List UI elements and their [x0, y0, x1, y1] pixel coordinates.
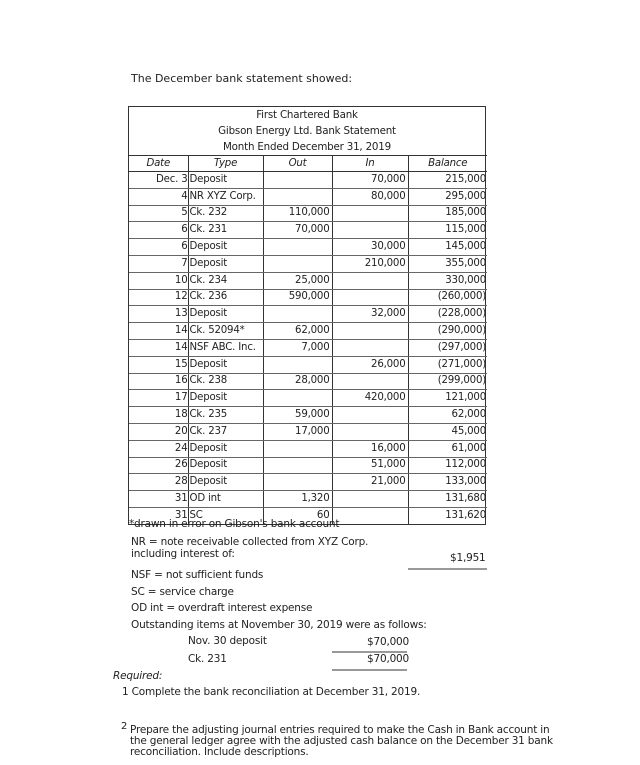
type-cell: Deposit: [188, 390, 263, 407]
in-cell: [332, 323, 408, 340]
date-cell: 5: [129, 205, 188, 222]
out-cell: [263, 188, 332, 205]
type-cell: Ck. 234: [188, 272, 263, 289]
out-cell: 59,000: [263, 407, 332, 424]
type-cell: Ck. 236: [188, 289, 263, 306]
in-cell: 70,000: [332, 172, 408, 189]
balance-cell: 131,620: [445, 509, 486, 521]
table-row: [129, 390, 487, 407]
balance-cell: (299,000): [408, 373, 487, 390]
in-cell: 21,000: [332, 474, 408, 491]
out-cell: [263, 390, 332, 407]
date-cell: 31: [129, 507, 188, 523]
balance-cell: 355,000: [408, 255, 487, 272]
outstanding-heading: Outstanding items at November 30, 2019 were as follows:: [131, 619, 427, 631]
date-cell: 14: [129, 339, 188, 356]
table-row: [129, 188, 487, 205]
in-cell: 210,000: [332, 255, 408, 272]
date-cell: 6: [129, 222, 188, 239]
date-cell: 31: [129, 491, 188, 508]
date-cell: 12: [129, 289, 188, 306]
balance-cell: 45,000: [408, 423, 487, 440]
type-cell: Deposit: [188, 440, 263, 457]
type-cell: OD int: [188, 491, 263, 508]
out-cell: [263, 172, 332, 189]
date-cell: 10: [129, 272, 188, 289]
statement-title: Gibson Energy Ltd. Bank Statement: [218, 125, 396, 137]
col-type: Type: [188, 156, 263, 172]
required-item-1: [122, 686, 420, 698]
table-row: [129, 289, 487, 306]
type-cell: Ck. 232: [188, 205, 263, 222]
in-cell: 420,000: [332, 390, 408, 407]
type-cell: NR XYZ Corp.: [188, 188, 263, 205]
nr-interest-amount: $1,951: [450, 552, 486, 564]
balance-cell: 61,000: [408, 440, 487, 457]
type-cell: Deposit: [188, 356, 263, 373]
type-cell: Deposit: [188, 255, 263, 272]
table-row: [129, 172, 487, 189]
out-cell: [263, 440, 332, 457]
balance-cell: 295,000: [408, 188, 487, 205]
in-cell: 32,000: [332, 306, 408, 323]
date-cell: 7: [129, 255, 188, 272]
date-cell: 28: [129, 474, 188, 491]
required-item-text: reconciliation. Include descriptions.: [130, 746, 309, 758]
header-row: [129, 156, 487, 172]
out-cell: 110,000: [263, 205, 332, 222]
out-cell: [263, 239, 332, 256]
out-cell: 7,000: [263, 339, 332, 356]
type-cell: Deposit: [188, 306, 263, 323]
date-cell: 17: [129, 390, 188, 407]
balance-cell: 112,000: [408, 457, 487, 474]
in-cell: 16,000: [332, 440, 408, 457]
table-row: [129, 255, 487, 272]
date-cell: 13: [129, 306, 188, 323]
interest-underline: [408, 568, 487, 570]
type-cell: Ck. 52094*: [188, 323, 263, 340]
col-balance: Balance: [408, 156, 487, 172]
balance-cell: 330,000: [408, 272, 487, 289]
out-cell: 25,000: [263, 272, 332, 289]
table-row: [129, 356, 487, 373]
in-cell: [332, 423, 408, 440]
date-cell: 18: [129, 407, 188, 424]
table-row: [129, 457, 487, 474]
required-item-2: [130, 725, 553, 758]
col-date: Date: [129, 156, 188, 172]
in-cell: [332, 491, 408, 508]
type-cell: Ck. 231: [188, 222, 263, 239]
table-row: [129, 239, 487, 256]
table-row: [129, 423, 487, 440]
date-cell: 16: [129, 373, 188, 390]
nsf-definition: NSF = not sufficient funds: [131, 569, 264, 581]
in-cell: [332, 222, 408, 239]
balance-cell: (297,000): [408, 339, 487, 356]
nr-definition-cont: including interest of:: [131, 548, 235, 560]
table-row: [129, 491, 487, 508]
outstanding-item-label: Nov. 30 deposit: [188, 635, 267, 647]
statement-period: Month Ended December 31, 2019: [223, 141, 391, 153]
date-cell: 26: [129, 457, 188, 474]
in-cell: [332, 407, 408, 424]
balance-cell: 185,000: [408, 205, 487, 222]
out-cell: 590,000: [263, 289, 332, 306]
out-cell: [263, 306, 332, 323]
in-cell: [332, 339, 408, 356]
sc-definition: SC = service charge: [131, 586, 234, 598]
table-row: [129, 306, 487, 323]
type-cell: Deposit: [188, 172, 263, 189]
balance-cell: 131,680: [408, 491, 487, 508]
required-item-number: 1: [122, 686, 129, 698]
date-cell: 15: [129, 356, 188, 373]
outstanding-item-amount: $70,000: [367, 636, 410, 648]
type-cell: Ck. 235: [188, 407, 263, 424]
in-cell: 51,000: [332, 457, 408, 474]
table-row: [129, 373, 487, 390]
balance-cell: 115,000: [408, 222, 487, 239]
table-row: [129, 222, 487, 239]
footnote: *drawn in error on Gibson's bank account: [129, 518, 340, 530]
balance-cell: 215,000: [408, 172, 487, 189]
type-cell: Deposit: [188, 474, 263, 491]
table-row: [129, 205, 487, 222]
required-item-number: 2: [121, 721, 128, 732]
out-cell: 28,000: [263, 373, 332, 390]
type-cell: Deposit: [188, 239, 263, 256]
required-item-text: Prepare the adjusting journal entries required to make the Cash in Bank account in: [130, 724, 550, 736]
table-row: [129, 323, 487, 340]
in-cell: [332, 507, 408, 523]
intro-text: The December bank statement showed:: [131, 72, 353, 85]
table-row: [129, 474, 487, 491]
table-row: [129, 339, 487, 356]
type-cell: Deposit: [188, 457, 263, 474]
required-label: Required:: [113, 670, 163, 682]
out-cell: 62,000: [263, 323, 332, 340]
out-cell: 1,320: [263, 491, 332, 508]
type-cell: NSF ABC. Inc.: [188, 339, 263, 356]
balance-cell: 121,000: [408, 390, 487, 407]
balance-cell: 133,000: [408, 474, 487, 491]
type-cell: Ck. 237: [188, 423, 263, 440]
date-cell: 6: [129, 239, 188, 256]
col-in: In: [332, 156, 408, 172]
balance-cell: (290,000): [408, 323, 487, 340]
balance-cell: (228,000): [408, 306, 487, 323]
outstanding-item-label: Ck. 231: [188, 653, 227, 665]
date-cell: 4: [129, 188, 188, 205]
type-cell: Ck. 238: [188, 373, 263, 390]
in-cell: 80,000: [332, 188, 408, 205]
table-row: [129, 440, 487, 457]
in-cell: [332, 205, 408, 222]
bank-name: First Chartered Bank: [256, 109, 358, 121]
date-cell: 14: [129, 323, 188, 340]
in-cell: [332, 272, 408, 289]
date-cell: Dec. 3: [129, 172, 188, 189]
in-cell: [332, 289, 408, 306]
out-cell: [263, 356, 332, 373]
od-definition: OD int = overdraft interest expense: [131, 602, 313, 614]
out-cell: 60: [263, 507, 332, 523]
nr-definition: NR = note receivable collected from XYZ Corp.: [131, 536, 369, 548]
date-cell: 24: [129, 440, 188, 457]
out-cell: 17,000: [263, 423, 332, 440]
date-cell: 20: [129, 423, 188, 440]
type-cell: SC: [188, 507, 263, 523]
transactions-table: [129, 155, 487, 524]
balance-cell: (260,000): [408, 289, 487, 306]
col-out: Out: [263, 156, 332, 172]
out-cell: 70,000: [263, 222, 332, 239]
in-cell: 30,000: [332, 239, 408, 256]
required-item-text: the general ledger agree with the adjusted cash balance on the December 31 bank: [130, 735, 553, 747]
balance-cell: (271,000): [408, 356, 487, 373]
balance-cell: 145,000: [408, 239, 487, 256]
outstanding-item-amount: $70,000: [367, 653, 410, 665]
out-cell: [263, 474, 332, 491]
out-cell: [263, 255, 332, 272]
amount-underline: [332, 669, 407, 671]
in-cell: 26,000: [332, 356, 408, 373]
table-row: [129, 272, 487, 289]
in-cell: [332, 373, 408, 390]
balance-cell: 62,000: [408, 407, 487, 424]
out-cell: [263, 457, 332, 474]
table-row: [129, 407, 487, 424]
bank-statement-table: [128, 106, 486, 525]
required-item-text: Complete the bank reconciliation at December 31, 2019.: [131, 686, 421, 698]
